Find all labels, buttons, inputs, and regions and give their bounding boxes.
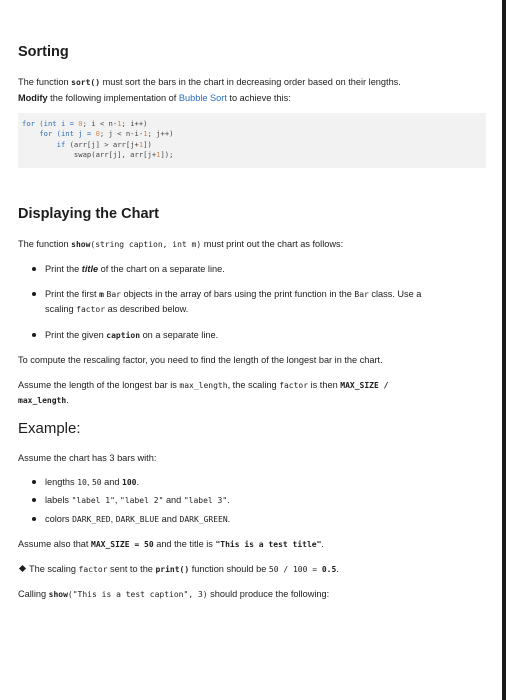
example-bullets [18,493,488,508]
display-intro: The function show(string caption, int m) must print out the chart as follows: [18,239,344,249]
list-item: Print the title of the chart on a separate line. [18,262,488,276]
list-item: Print the given caption on a separate line. [18,328,488,343]
example-assume-also: Assume also that MAX_SIZE = 50 and the title is "This is a test title". [18,539,324,549]
section-heading-example: Example: [18,420,81,437]
display-bullets [18,262,488,276]
code-line: if (arr[j] > arr[j+1]) [56,139,152,149]
code-line: for (int j = 0; j < n-i-1; j++) [22,129,174,139]
section-heading-sorting: Sorting [18,44,69,60]
sorting-paragraph-2: Modify the following implementation of Bubble Sort to achieve this: [18,93,291,103]
example-factor: The scaling factor sent to the print() function should be 50 / 100 = 0.5. [18,562,488,577]
section-heading-display: Displaying the Chart [18,206,159,222]
diamond-bullet-icon [19,565,26,572]
sorting-paragraph-1: The function sort() must sort the bars in the chart in decreasing order based on their lengths. [18,77,401,87]
bubble-sort-link[interactable]: Bubble Sort [178,93,227,103]
code-line: swap(arr[j], arr[j+1]); [22,149,174,159]
display-bullets [18,287,488,317]
page-edge-shadow [502,0,506,700]
example-bullets [18,512,488,527]
example-intro: Assume the chart has 3 bars with: [18,453,157,463]
example-calling: Calling show("This is a test caption", 3) should produce the following: [18,589,330,599]
rescale-paragraph: To compute the rescaling factor, you need to find the length of the longest bar in the chart. [18,355,383,365]
code-block [18,113,486,168]
list-item: Print the first m Bar objects in the array of bars using the print function in the Bar class. Use a scaling factor as described below. [18,287,488,317]
list-item: colors DARK_RED, DARK_BLUE and DARK_GREEN. [18,512,488,527]
list-item: labels "label 1", "label 2" and "label 3". [18,493,488,508]
list-item: lengths 10, 50 and 100. [18,475,488,490]
example-bullets [18,475,488,490]
assume-paragraph: Assume the length of the longest bar is max_length, the scaling factor is then MAX_SIZE / max_length. [18,380,389,405]
display-bullets [18,328,488,343]
code-line: for (int i = 0; i < n-1; i++) [22,119,148,128]
